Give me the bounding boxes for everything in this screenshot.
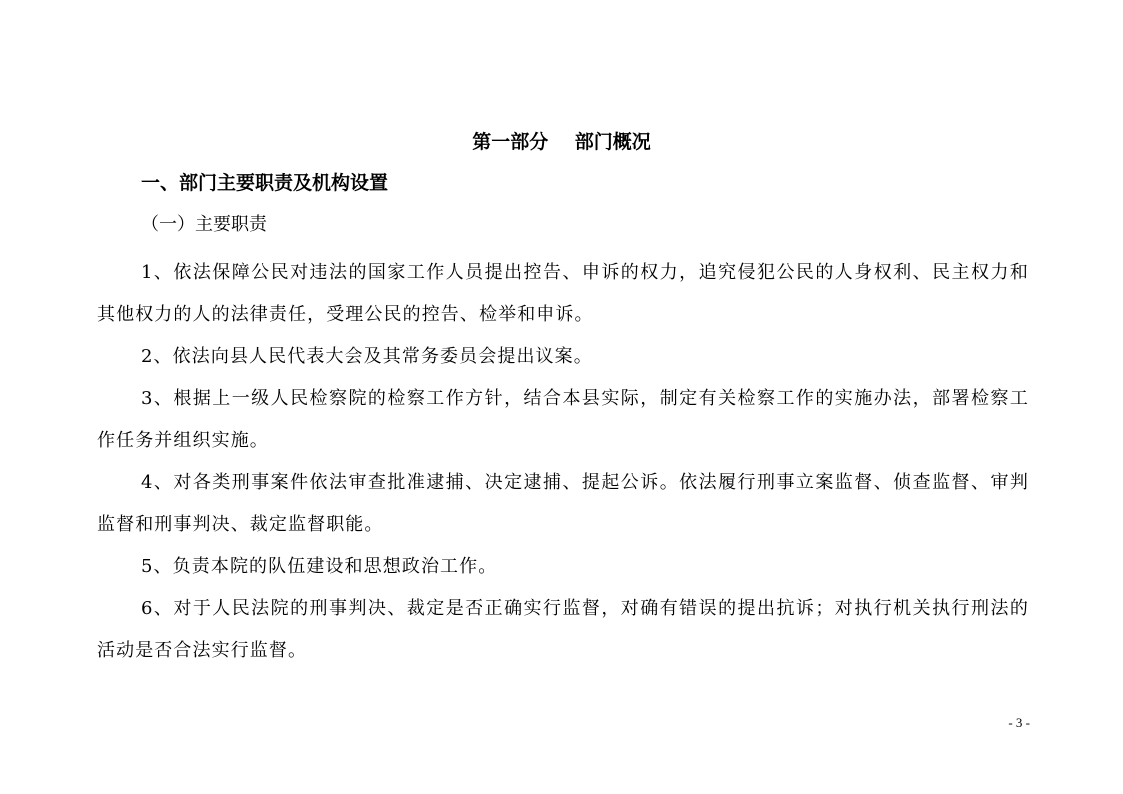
part-title: 第一部分 部门概况 <box>472 131 651 153</box>
duties-list <box>97 252 1029 672</box>
duty-item-2: 2、依法向县人民代表大会及其常务委员会提出议案。 <box>141 346 593 367</box>
duty-item-3: 3、根据上一级人民检察院的检察工作方针，结合本县实际，制定有关检察工作的实施办法，部署检察工作任务并组织实施。 <box>97 388 1029 451</box>
section-title: 一、部门主要职责及机构设置 <box>141 172 389 194</box>
duty-item-1: 1、依法保障公民对违法的国家工作人员提出控告、申诉的权力，追究侵犯公民的人身权利、民主权力和其他权力的人的法律责任，受理公民的控告、检举和申诉。 <box>97 262 1029 325</box>
duty-item-6: 6、对于人民法院的刑事判决、裁定是否正确实行监督，对确有错误的提出抗诉；对执行机关执行刑法的活动是否合法实行监督。 <box>97 598 1029 661</box>
duty-item-5: 5、负责本院的队伍建设和思想政治工作。 <box>141 556 498 577</box>
duty-item-4: 4、对各类刑事案件依法审查批准逮捕、决定逮捕、提起公诉。依法履行刑事立案监督、侦查监督、审判监督和刑事判决、裁定监督职能。 <box>97 472 1029 535</box>
page-number: - 3 - <box>1008 715 1030 730</box>
subsection-title: （一）主要职责 <box>141 214 267 235</box>
